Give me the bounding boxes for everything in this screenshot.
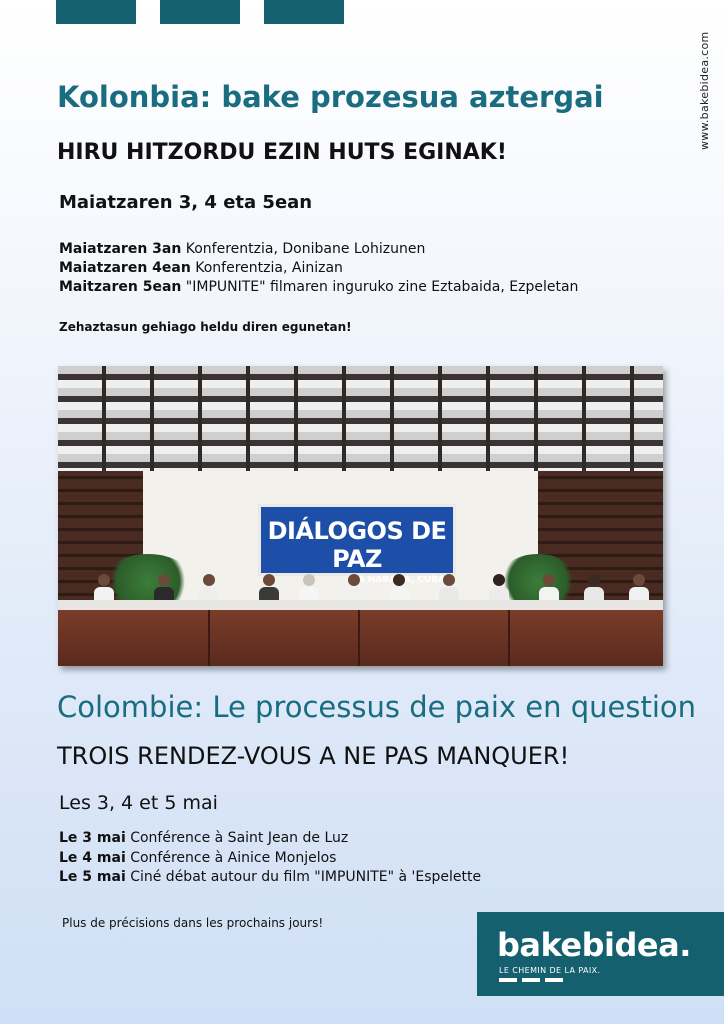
- event-text: Conférence à Ainice Monjelos: [125, 849, 337, 866]
- french-event-list: [59, 829, 481, 888]
- french-note: Plus de précisions dans les prochains jours!: [62, 916, 324, 930]
- basque-event-item: [59, 278, 578, 297]
- logo-dash: [545, 978, 563, 982]
- logo-tagline: LE CHEMIN DE LA PAIX.: [499, 966, 601, 975]
- banner-title: DIÁLOGOS DE PAZ: [267, 517, 447, 573]
- event-text: Konferentzia, Ainizan: [190, 260, 343, 276]
- top-bar-3: [264, 0, 344, 24]
- banner-subtitle: HABANA, CUBA: [367, 575, 445, 585]
- basque-headline: HIRU HITZORDU EZIN HUTS EGINAK!: [57, 140, 507, 165]
- basque-dates: Maiatzaren 3, 4 eta 5ean: [59, 192, 313, 213]
- event-day: Maiatzaren 3an: [59, 241, 182, 257]
- website-url: www.bakebidea.com: [698, 31, 711, 150]
- photo-ceiling: [58, 366, 663, 476]
- event-day: Maitzaren 5ean: [59, 279, 182, 295]
- event-text: "IMPUNITE" filmaren inguruko zine Eztabaida, Ezpeletan: [181, 279, 579, 295]
- top-bar-2: [160, 0, 240, 24]
- french-event-item: [59, 829, 481, 849]
- basque-event-item: [59, 240, 578, 259]
- basque-note: Zehaztasun gehiago heldu diren egunetan!: [59, 320, 352, 334]
- french-headline: TROIS RENDEZ-VOUS A NE PAS MANQUER!: [57, 742, 570, 770]
- peace-talks-photo: [58, 366, 663, 666]
- basque-title: Kolonbia: bake prozesua aztergai: [57, 80, 604, 114]
- event-day: Le 3 mai: [59, 830, 126, 846]
- french-event-item: [59, 868, 481, 888]
- basque-event-item: [59, 259, 578, 278]
- logo-name: bakebidea.: [497, 926, 691, 964]
- event-text: Konferentzia, Donibane Lohizunen: [181, 241, 426, 257]
- logo-dash: [499, 978, 517, 982]
- table-top: [58, 600, 663, 610]
- event-text: Ciné débat autour du film "IMPUNITE" à 'Espelette: [125, 869, 482, 885]
- event-day: Le 5 mai: [59, 869, 126, 885]
- french-title: Colombie: Le processus de paix en question: [57, 690, 697, 724]
- event-day: Le 4 mai: [59, 849, 126, 866]
- french-dates: Les 3, 4 et 5 mai: [59, 792, 218, 814]
- top-bar-1: [56, 0, 136, 24]
- french-event-item: [59, 849, 481, 869]
- logo-dash: [522, 978, 540, 982]
- event-text: Conférence à Saint Jean de Luz: [125, 830, 349, 846]
- basque-event-list: [59, 240, 578, 297]
- bakebidea-logo: [477, 912, 724, 996]
- event-day: Maiatzaren 4ean: [59, 260, 191, 276]
- table-front: [58, 610, 663, 666]
- dialogos-banner: [258, 504, 456, 585]
